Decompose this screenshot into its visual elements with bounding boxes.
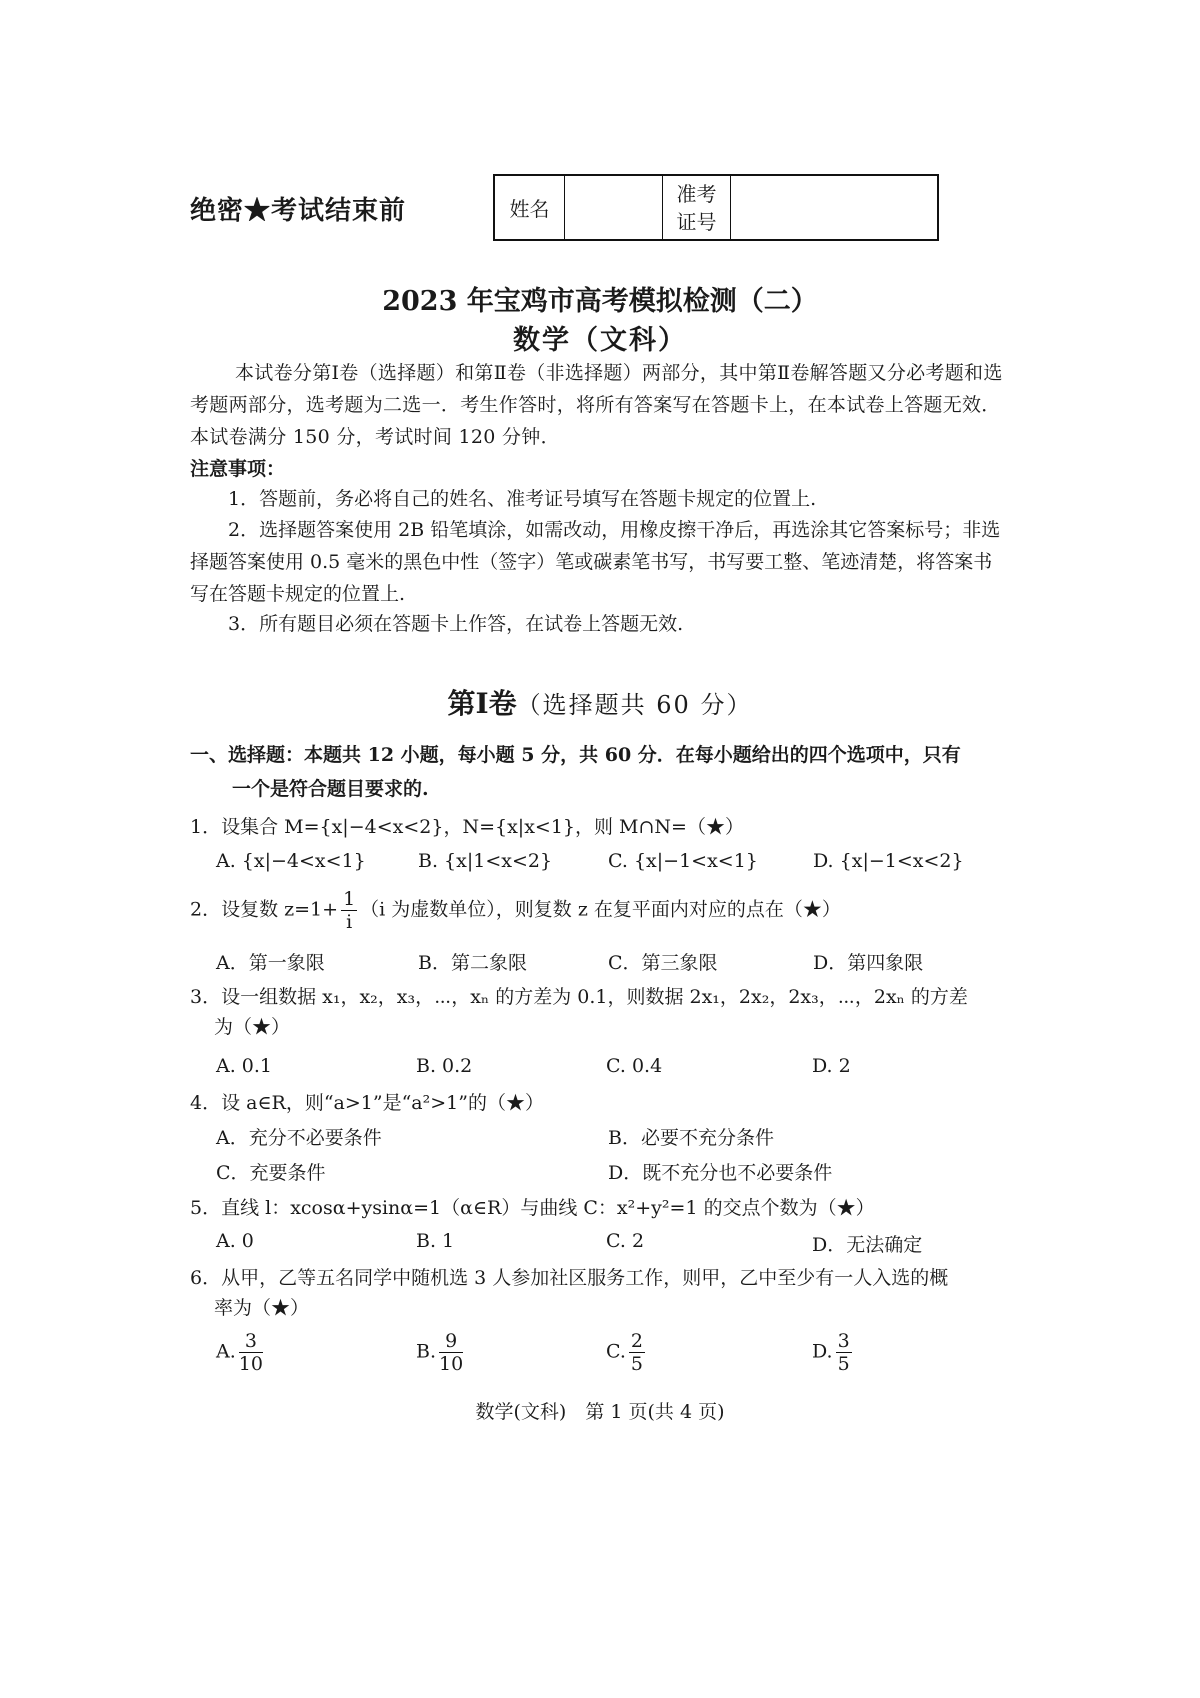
name-label: 姓名	[495, 176, 565, 239]
question-4: 4．设 a∈R，则“a>1”是“a²>1”的（★）	[190, 1092, 544, 1114]
q5-option-c: C. 2	[606, 1230, 645, 1252]
q5-option-b: B. 1	[416, 1230, 455, 1252]
q2-fraction	[341, 888, 357, 933]
exam-number-label-line1: 准考	[676, 181, 717, 206]
q6-option-b	[416, 1330, 466, 1375]
q2-option-c: C．第三象限	[608, 952, 718, 974]
q2-stem-pre: 2．设复数 z=1+	[190, 898, 339, 921]
note-item-1: 1．答题前，务必将自己的姓名、准考证号填写在答题卡规定的位置上.	[228, 488, 817, 510]
exam-title: 2023 年宝鸡市高考模拟检测（二）	[382, 286, 818, 317]
q6-b-denominator: 10	[439, 1353, 464, 1375]
question-3	[190, 982, 1020, 1042]
section-heading	[0, 682, 1200, 722]
q6-b-fraction	[439, 1330, 463, 1375]
q2-option-d: D．第四象限	[813, 952, 924, 974]
q6-stem-line2: 率为（★）	[214, 1297, 310, 1319]
q6-d-numerator: 3	[837, 1330, 850, 1352]
q3-option-c: C. 0.4	[606, 1055, 663, 1077]
question-5: 5．直线 l：xcosα+ysinα=1（α∈R）与曲线 C：x²+y²=1 的交点个数为（★）	[190, 1197, 875, 1219]
q4-option-a: A．充分不必要条件	[216, 1127, 382, 1149]
q1-option-c: C. {x|−1<x<1}	[608, 850, 758, 872]
q2-frac-numerator: 1	[343, 888, 356, 910]
section-subtitle: （选择题共 60 分）	[516, 691, 753, 719]
q6-a-numerator: 3	[239, 1330, 263, 1353]
q6-d-fraction	[836, 1330, 852, 1375]
q1-option-a: A. {x|−4<x<1}	[216, 850, 366, 872]
exam-number-field	[731, 176, 937, 239]
page-footer: 数学(文科) 第 1 页(共 4 页)	[475, 1401, 725, 1423]
question-2	[190, 888, 1020, 933]
q4-option-b: B．必要不充分条件	[608, 1127, 774, 1149]
exam-number-label-line2: 证号	[676, 209, 717, 234]
q6-d-label: D.	[812, 1340, 833, 1363]
q3-stem-line1: 3．设一组数据 x₁，x₂，x₃，⋯，xₙ 的方差为 0.1，则数据 2x₁，2x₂，2x₃，⋯，2xₙ 的方差	[190, 986, 968, 1008]
q4-option-d: D．既不充分也不必要条件	[608, 1162, 833, 1184]
q6-c-numerator: 2	[630, 1330, 643, 1352]
instructions-line2: 一个是符合题目要求的.	[232, 778, 429, 800]
q4-option-c: C．充要条件	[216, 1162, 326, 1184]
question-1: 1．设集合 M={x|−4<x<2}，N={x|x<1}，则 M∩N=（★）	[190, 816, 744, 838]
exam-number-label	[663, 176, 731, 239]
q6-c-fraction	[629, 1330, 645, 1375]
name-field	[565, 176, 663, 239]
q6-c-denominator: 5	[630, 1353, 643, 1375]
notes-title: 注意事项：	[190, 458, 286, 480]
q6-a-fraction	[239, 1330, 263, 1375]
q6-a-label: A.	[216, 1340, 236, 1363]
exam-intro: 本试卷分第Ⅰ卷（选择题）和第Ⅱ卷（非选择题）两部分，其中第Ⅱ卷解答题又分必考题和选考题两部分，选考题为二选一．考生作答时，将所有答案写在答题卡上，在本试卷上答题无效．本试卷满分 150 分，考试时间 120 分钟．	[190, 362, 1003, 448]
q6-option-a	[216, 1330, 266, 1375]
q6-c-label: C.	[606, 1340, 626, 1363]
q3-option-d: D. 2	[812, 1055, 851, 1077]
choice-instructions	[190, 738, 1020, 806]
q6-stem-line1: 6．从甲，乙等五名同学中随机选 3 人参加社区服务工作，则甲，乙中至少有一人入选的概	[190, 1267, 949, 1289]
confidential-label: 绝密★考试结束前	[190, 196, 407, 226]
q2-option-b: B．第二象限	[418, 952, 527, 974]
q6-d-denominator: 5	[837, 1353, 850, 1375]
q3-option-b: B. 0.2	[416, 1055, 473, 1077]
note-item-3: 3．所有题目必须在答题卡上作答，在试卷上答题无效.	[228, 613, 684, 635]
q6-option-c	[606, 1330, 648, 1375]
q2-frac-denominator: i	[346, 911, 353, 933]
q3-stem-line2: 为（★）	[214, 1016, 291, 1038]
candidate-info-box	[493, 174, 939, 241]
section-title: 第Ⅰ卷	[447, 687, 517, 720]
q2-stem-post: （i 为虚数单位），则复数 z 在复平面内对应的点在（★）	[360, 898, 841, 921]
q5-option-a: A. 0	[216, 1230, 254, 1252]
q1-option-b: B. {x|1<x<2}	[418, 850, 553, 872]
q3-option-a: A. 0.1	[216, 1055, 273, 1077]
exam-subject: 数学（文科）	[513, 325, 687, 356]
note-item-2: 2．选择题答案使用 2B 铅笔填涂，如需改动，用橡皮擦干净后，再选涂其它答案标号；非选择题答案使用 0.5 毫米的黑色中性（签字）笔或碳素笔书写，书写要工整、笔迹清楚，将答案书写在答题卡规定的位置上.	[190, 519, 1001, 605]
q6-b-numerator: 9	[439, 1330, 463, 1353]
q6-option-d	[812, 1330, 855, 1375]
q6-b-label: B.	[416, 1340, 437, 1363]
question-6	[190, 1263, 1020, 1323]
q5-option-d: D．无法确定	[812, 1234, 923, 1256]
q2-option-a: A．第一象限	[216, 952, 325, 974]
instructions-line1: 一、选择题：本题共 12 小题，每小题 5 分，共 60 分．在每小题给出的四个选项中，只有	[190, 744, 961, 766]
q6-a-denominator: 10	[238, 1353, 263, 1375]
q1-option-d: D. {x|−1<x<2}	[813, 850, 964, 872]
